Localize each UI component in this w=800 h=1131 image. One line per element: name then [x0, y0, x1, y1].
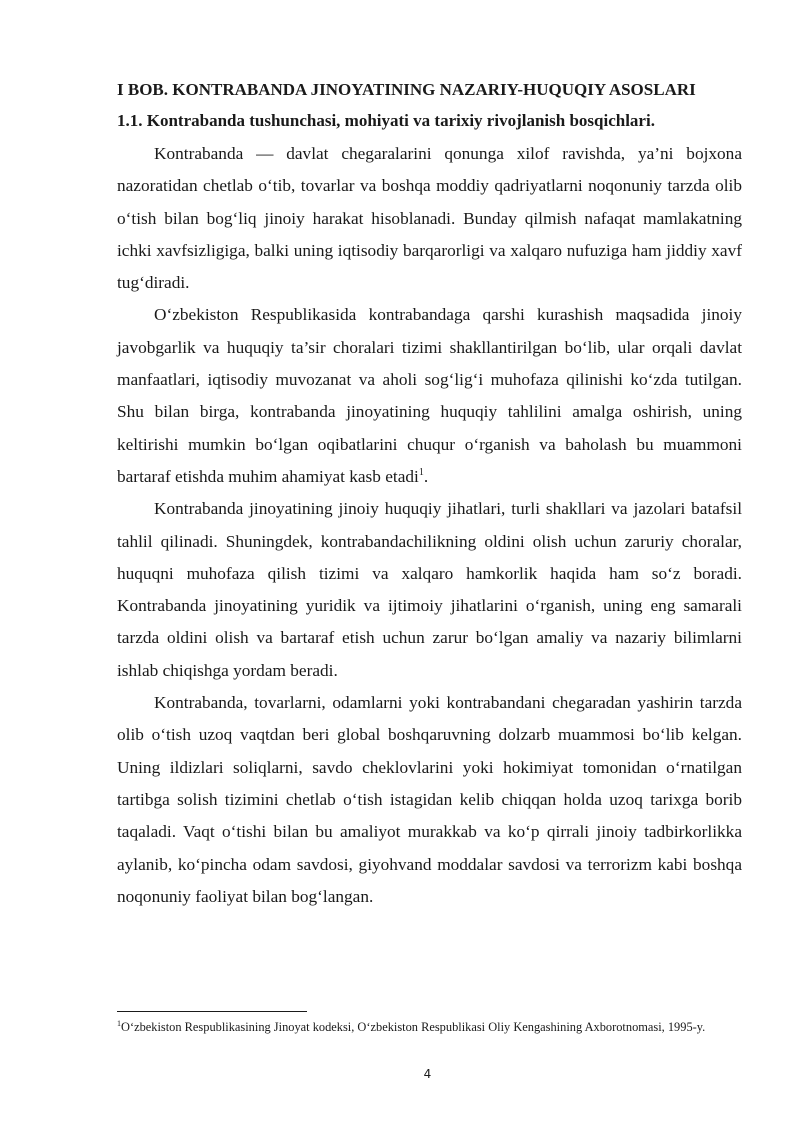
footnote-separator	[117, 1011, 307, 1012]
footnote-text: O‘zbekiston Respublikasining Jinoyat kodeksi, O‘zbekiston Respublikasi Oliy Kengashining Axborotnomasi, 1995-y.	[121, 1020, 706, 1034]
footnote-reference[interactable]: 1	[418, 467, 424, 479]
page-number: 4	[423, 1067, 432, 1081]
page-body	[117, 74, 742, 913]
section-title: 1.1. Kontrabanda tushunchasi, mohiyati va tarixiy rivojlanish bosqichlari.	[117, 111, 655, 130]
paragraph-1: Kontrabanda — davlat chegaralarini qonunga xilof ravishda, ya’ni bojxona nazoratidan chetlab o‘tib, tovarlar va boshqa moddiy qadriyatlarni noqonuniy tarzda olib o‘tish bilan bog‘liq jinoiy harakat hisoblanadi. Bunday qilmish nafaqat mamlakatning ichki xavfsizligiga, balki uning iqtisodiy barqarorligi va xalqaro nufuziga ham jiddiy xavf tug‘diradi.	[117, 144, 742, 293]
chapter-title: I BOB. KONTRABANDA JINOYATINING NAZARIY-HUQUQIY ASOSLARI	[117, 80, 696, 99]
paragraph-2-end: .	[423, 466, 429, 486]
paragraph-4: Kontrabanda, tovarlarni, odamlarni yoki kontrabandani chegaradan yashirin tarzda olib o‘tish uzoq vaqtdan beri global boshqaruvning dolzarb muammosi bo‘lib kelgan. Uning ildizlari soliqlarni, savdo cheklovlarini yoki hokimiyat tomonidan o‘rnatilgan tartibga solish tizimini chetlab o‘tish istagidan kelib chiqqan holda uzoq tarixga borib taqaladi. Vaqt o‘tishi bilan bu amaliyot murakkab va ko‘p qirrali jinoiy tadbirkorlikka aylanib, ko‘pincha odam savdosi, giyohvand moddalar savdosi va terrorizm kabi boshqa noqonuniy faoliyat bilan bog‘langan.	[117, 693, 742, 906]
paragraph-3: Kontrabanda jinoyatining jinoiy huquqiy jihatlari, turli shakllari va jazolari batafsil tahlil qilinadi. Shuningdek, kontrabandachilikning oldini olish uchun zaruriy choralar, huquqni muhofaza qilish tizimi va xalqaro hamkorlik haqida ham so‘z boradi. Kontrabanda jinoyatining yuridik va ijtimoiy jihatlarini o‘rganish, uning eng samarali tarzda oldini olish va bartaraf etish uchun zarur bo‘lgan amaliy va nazariy bilimlarni ishlab chiqishga yordam beradi.	[117, 499, 742, 680]
footnote-marker: 1	[117, 1018, 121, 1028]
footnote	[117, 1019, 742, 1036]
paragraph-2	[117, 299, 742, 493]
paragraph-2-text: O‘zbekiston Respublikasida kontrabandaga qarshi kurashish maqsadida jinoiy javobgarlik va huquqiy ta’sir choralari tizimi shakllantirilgan bo‘lib, ular orqali davlat manfaatlari, iqtisodiy muvozanat va aholi sog‘lig‘i muhofaza qilinishi ko‘zda tutilgan. Shu bilan birga, kontrabanda jinoyatining huquqiy tahlilini amalga oshirish, uning keltirishi mumkin bo‘lgan oqibatlarini chuqur o‘rganish va baholash bu muammoni bartaraf etishda muhim ahamiyat kasb etadi	[117, 305, 742, 486]
